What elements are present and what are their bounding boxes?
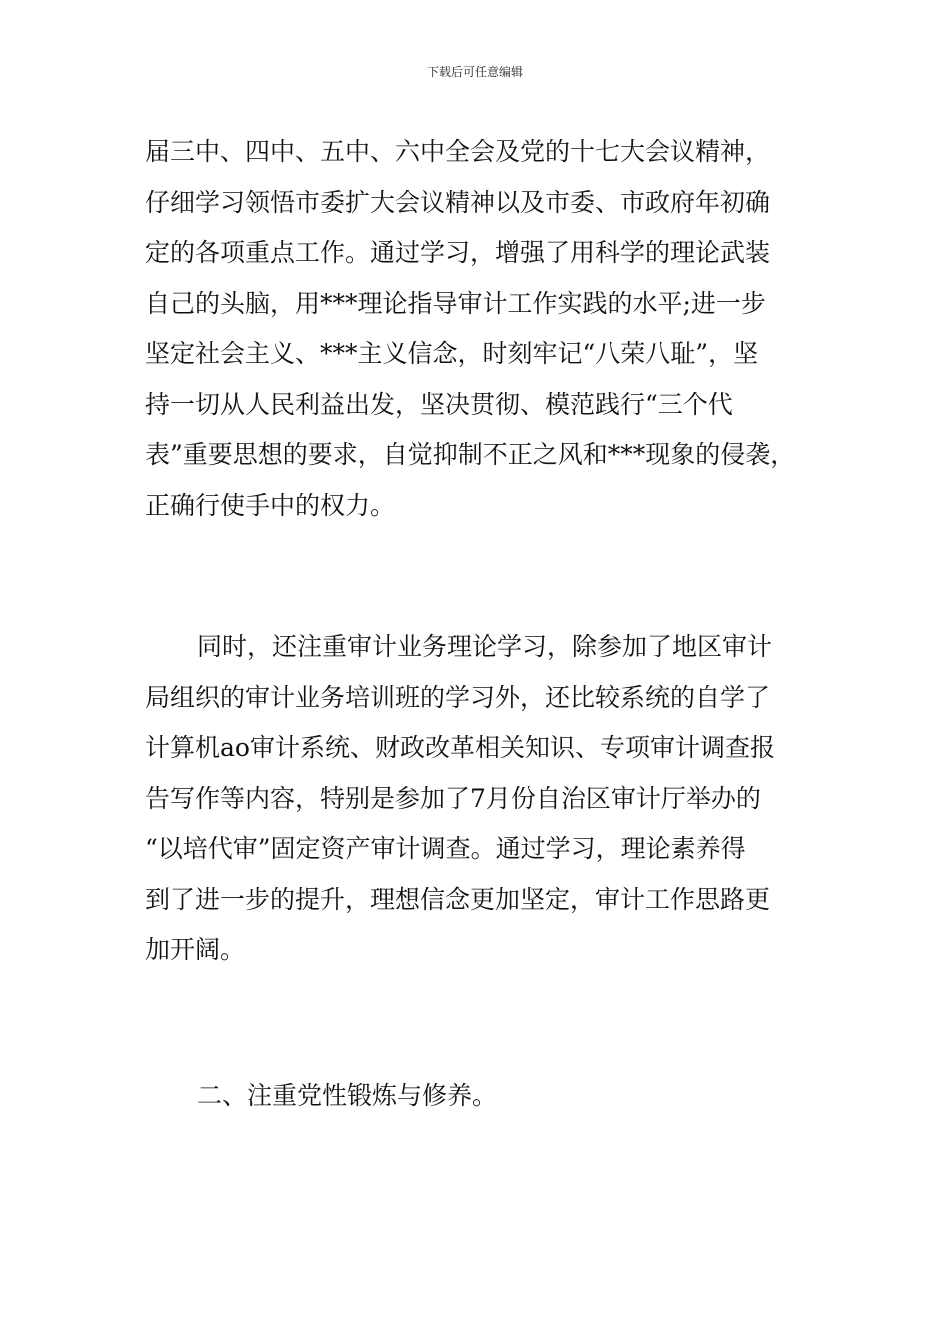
section-heading bbox=[145, 1071, 810, 1122]
section-heading-text: 二、注重党性锻炼与修养。 bbox=[197, 1081, 498, 1110]
paragraph-line: 正确行使手中的权力。 bbox=[145, 490, 396, 520]
paragraph-line: 定的各项重点工作。通过学习，增强了用科学的理论武装 bbox=[145, 238, 771, 267]
paragraph-2 bbox=[145, 622, 810, 976]
page-header-note: 下载后可任意编辑 bbox=[426, 65, 523, 79]
paragraph-line: “以培代审”固定资产审计调查。通过学习，理论素养得 bbox=[145, 834, 746, 863]
paragraph-line: 仔细学习领悟市委扩大会议精神以及市委、市政府年初确 bbox=[145, 187, 771, 217]
paragraph-line: 届三中、四中、五中、六中全会及党的十七大会议精神， bbox=[145, 137, 771, 166]
paragraph-line: 计算机ao审计系统、财政改革相关知识、专项审计调查报 bbox=[145, 733, 775, 762]
paragraph-line: 同时，还注重审计业务理论学习，除参加了地区审计 bbox=[197, 632, 773, 661]
paragraph-line: 加开阔。 bbox=[145, 935, 246, 964]
paragraph-1 bbox=[145, 127, 810, 531]
paragraph-line: 局组织的审计业务培训班的学习外，还比较系统的自学了 bbox=[145, 682, 771, 712]
paragraph-line: 自己的头脑，用***理论指导审计工作实践的水平;进一步 bbox=[145, 288, 766, 318]
paragraph-line: 坚定社会主义、***主义信念，时刻牢记“八荣八耻”，坚 bbox=[145, 339, 759, 368]
paragraph-line: 表”重要思想的要求，自觉抑制不正之风和***现象的侵袭， bbox=[145, 440, 796, 469]
paragraph-line: 到了进一步的提升，理想信念更加坚定，审计工作思路更 bbox=[145, 884, 771, 914]
paragraph-line: 告写作等内容，特别是参加了7月份自治区审计厅举办的 bbox=[145, 783, 761, 813]
paragraph-line: 持一切从人民利益出发，坚决贯彻、模范践行“三个代 bbox=[145, 389, 733, 419]
